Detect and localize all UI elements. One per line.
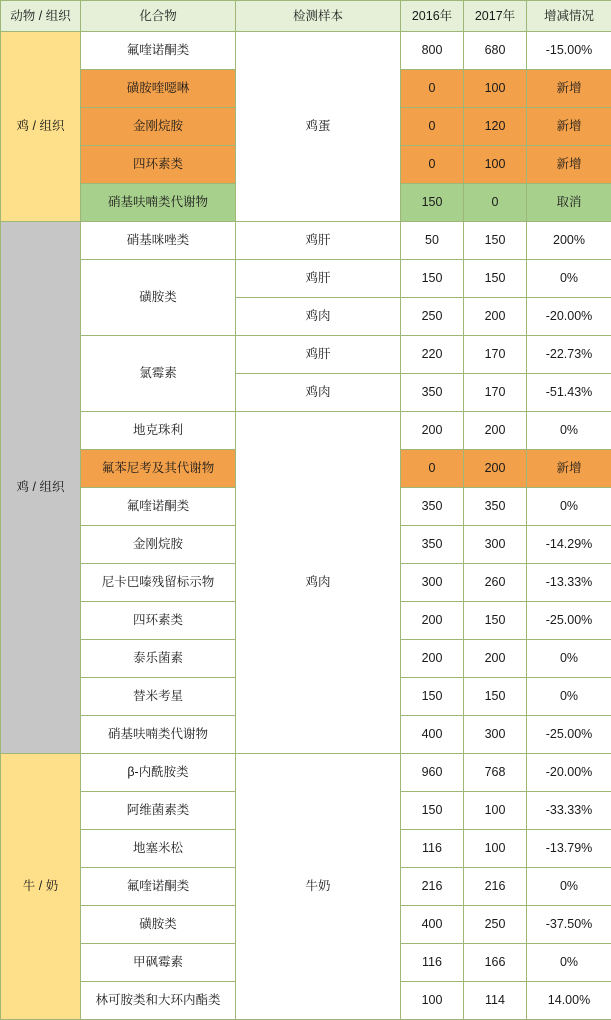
- change-value: 0%: [527, 640, 611, 678]
- compound-cell: 阿维菌素类: [81, 792, 236, 830]
- year-2016-value: 150: [401, 792, 464, 830]
- year-2017-value: 100: [464, 146, 527, 184]
- change-value: -25.00%: [527, 716, 611, 754]
- table-row: [1, 412, 611, 450]
- year-2016-value: 0: [401, 70, 464, 108]
- year-2016-value: 250: [401, 298, 464, 336]
- year-2016-value: 400: [401, 716, 464, 754]
- year-2017-value: 350: [464, 488, 527, 526]
- column-header: 动物 / 组织: [1, 1, 81, 32]
- compound-cell: 氯霉素: [81, 336, 236, 412]
- sample-cell: 牛奶: [236, 754, 401, 1020]
- compound-cell: 氟喹诺酮类: [81, 868, 236, 906]
- compound-cell: 磺胺喹噁啉: [81, 70, 236, 108]
- column-header: 2016年: [401, 1, 464, 32]
- change-value: 新增: [527, 70, 611, 108]
- year-2017-value: 100: [464, 830, 527, 868]
- change-value: -51.43%: [527, 374, 611, 412]
- change-value: -37.50%: [527, 906, 611, 944]
- compound-cell: 金刚烷胺: [81, 108, 236, 146]
- year-2016-value: 350: [401, 488, 464, 526]
- year-2017-value: 768: [464, 754, 527, 792]
- table-row: [1, 32, 611, 70]
- year-2016-value: 150: [401, 184, 464, 222]
- year-2016-value: 220: [401, 336, 464, 374]
- year-2016-value: 200: [401, 412, 464, 450]
- year-2016-value: 116: [401, 944, 464, 982]
- year-2017-value: 114: [464, 982, 527, 1020]
- year-2016-value: 216: [401, 868, 464, 906]
- table-row: [1, 260, 611, 298]
- year-2017-value: 200: [464, 298, 527, 336]
- sample-cell: 鸡肉: [236, 298, 401, 336]
- year-2016-value: 100: [401, 982, 464, 1020]
- sample-cell: 鸡肝: [236, 336, 401, 374]
- table-row: [1, 754, 611, 792]
- change-value: 0%: [527, 944, 611, 982]
- year-2016-value: 150: [401, 260, 464, 298]
- year-2016-value: 960: [401, 754, 464, 792]
- year-2016-value: 350: [401, 374, 464, 412]
- compound-cell: 硝基呋喃类代谢物: [81, 716, 236, 754]
- year-2016-value: 800: [401, 32, 464, 70]
- year-2017-value: 170: [464, 374, 527, 412]
- year-2016-value: 0: [401, 146, 464, 184]
- change-value: 14.00%: [527, 982, 611, 1020]
- change-value: -20.00%: [527, 754, 611, 792]
- change-value: 取消: [527, 184, 611, 222]
- year-2017-value: 680: [464, 32, 527, 70]
- year-2017-value: 260: [464, 564, 527, 602]
- animal-group-cell: 鸡 / 组织: [1, 222, 81, 754]
- change-value: 0%: [527, 260, 611, 298]
- year-2017-value: 200: [464, 450, 527, 488]
- year-2017-value: 300: [464, 526, 527, 564]
- year-2017-value: 0: [464, 184, 527, 222]
- year-2016-value: 150: [401, 678, 464, 716]
- change-value: 0%: [527, 678, 611, 716]
- change-value: -33.33%: [527, 792, 611, 830]
- year-2016-value: 200: [401, 640, 464, 678]
- change-value: -25.00%: [527, 602, 611, 640]
- year-2016-value: 50: [401, 222, 464, 260]
- compound-cell: 替米考星: [81, 678, 236, 716]
- change-value: -13.33%: [527, 564, 611, 602]
- year-2016-value: 116: [401, 830, 464, 868]
- change-value: -14.29%: [527, 526, 611, 564]
- sample-cell: 鸡蛋: [236, 32, 401, 222]
- compound-cell: 甲砜霉素: [81, 944, 236, 982]
- sample-cell: 鸡肝: [236, 260, 401, 298]
- change-value: 200%: [527, 222, 611, 260]
- year-2017-value: 150: [464, 260, 527, 298]
- compound-cell: 四环素类: [81, 146, 236, 184]
- year-2017-value: 300: [464, 716, 527, 754]
- change-value: 新增: [527, 146, 611, 184]
- table-header-row: [1, 1, 611, 32]
- compound-cell: 氟苯尼考及其代谢物: [81, 450, 236, 488]
- compound-cell: 金刚烷胺: [81, 526, 236, 564]
- compound-cell: 磺胺类: [81, 906, 236, 944]
- sample-cell: 鸡肉: [236, 412, 401, 754]
- year-2017-value: 250: [464, 906, 527, 944]
- compound-cell: 林可胺类和大环内酯类: [81, 982, 236, 1020]
- year-2017-value: 170: [464, 336, 527, 374]
- compound-cell: 硝基呋喃类代谢物: [81, 184, 236, 222]
- compound-cell: 地克珠利: [81, 412, 236, 450]
- column-header: 检测样本: [236, 1, 401, 32]
- compound-cell: 氟喹诺酮类: [81, 488, 236, 526]
- animal-group-cell: 牛 / 奶: [1, 754, 81, 1020]
- year-2017-value: 100: [464, 792, 527, 830]
- change-value: 新增: [527, 450, 611, 488]
- change-value: 0%: [527, 488, 611, 526]
- column-header: 2017年: [464, 1, 527, 32]
- year-2017-value: 100: [464, 70, 527, 108]
- year-2017-value: 150: [464, 678, 527, 716]
- year-2016-value: 0: [401, 450, 464, 488]
- change-value: 0%: [527, 412, 611, 450]
- year-2017-value: 200: [464, 412, 527, 450]
- change-value: -15.00%: [527, 32, 611, 70]
- change-value: 0%: [527, 868, 611, 906]
- animal-group-cell: 鸡 / 组织: [1, 32, 81, 222]
- change-value: -22.73%: [527, 336, 611, 374]
- column-header: 增减情况: [527, 1, 611, 32]
- year-2017-value: 216: [464, 868, 527, 906]
- year-2017-value: 150: [464, 602, 527, 640]
- sample-cell: 鸡肉: [236, 374, 401, 412]
- year-2017-value: 200: [464, 640, 527, 678]
- compound-cell: 四环素类: [81, 602, 236, 640]
- compound-cell: 地塞米松: [81, 830, 236, 868]
- year-2017-value: 120: [464, 108, 527, 146]
- year-2017-value: 150: [464, 222, 527, 260]
- column-header: 化合物: [81, 1, 236, 32]
- compound-cell: 磺胺类: [81, 260, 236, 336]
- compound-cell: 尼卡巴嗪残留标示物: [81, 564, 236, 602]
- year-2016-value: 200: [401, 602, 464, 640]
- change-value: 新增: [527, 108, 611, 146]
- compound-cell: 泰乐菌素: [81, 640, 236, 678]
- compound-cell: β-内酰胺类: [81, 754, 236, 792]
- compound-cell: 氟喹诺酮类: [81, 32, 236, 70]
- sample-cell: 鸡肝: [236, 222, 401, 260]
- year-2017-value: 166: [464, 944, 527, 982]
- table-row: [1, 336, 611, 374]
- year-2016-value: 350: [401, 526, 464, 564]
- year-2016-value: 300: [401, 564, 464, 602]
- year-2016-value: 400: [401, 906, 464, 944]
- table-row: [1, 222, 611, 260]
- year-2016-value: 0: [401, 108, 464, 146]
- change-value: -20.00%: [527, 298, 611, 336]
- compound-cell: 硝基咪唑类: [81, 222, 236, 260]
- change-value: -13.79%: [527, 830, 611, 868]
